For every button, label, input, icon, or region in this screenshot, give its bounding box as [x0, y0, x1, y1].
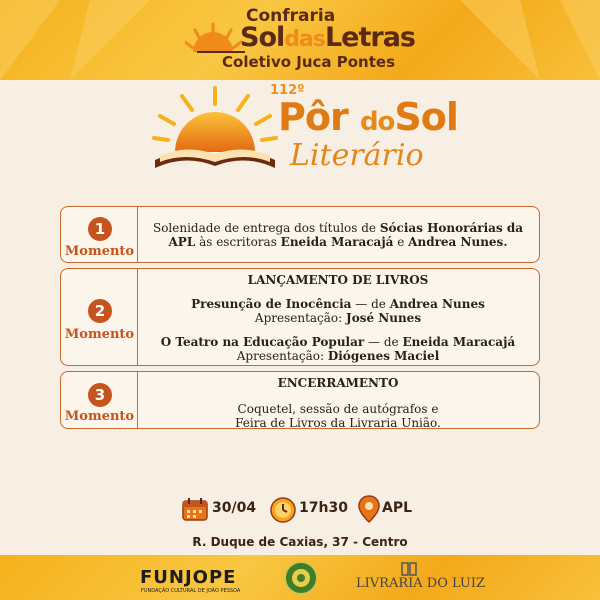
momento-1-line-1 [141, 221, 535, 235]
momento-3-card [60, 371, 540, 429]
event-title [278, 95, 458, 139]
momento-3-title: ENCERRAMENTO [277, 376, 399, 390]
footer-livraria-logo: LIVRARIA DO LUIZ [356, 576, 486, 591]
header-coletivo: Coletivo Juca Pontes [222, 53, 395, 71]
footer-seal-icon [284, 561, 318, 595]
momento-2-number: 2 [88, 299, 112, 323]
momento-2-card [60, 268, 540, 366]
momento-3-label-column [61, 372, 138, 428]
book-2-presenter-label: Apresentação: [236, 349, 328, 363]
event-date: 30/04 [212, 500, 257, 516]
momento-1-text-a: Solenidade de entrega dos títulos de [152, 221, 380, 235]
momento-1-content [141, 221, 535, 262]
calendar-icon [182, 497, 208, 521]
footer-funjope-subtitle: FUNDAÇÃO CULTURAL DE JOÃO PESSOA [141, 588, 241, 594]
book-2-title: O Teatro na Educação Popular [160, 335, 365, 349]
momento-3-line-2: Feira de Livros da Livraria União. [235, 416, 441, 430]
book-1-author: Andrea Nunes [389, 297, 485, 311]
momento-3-label: Momento [64, 409, 135, 424]
event-address: R. Duque de Caxias, 37 - Centro [192, 535, 408, 549]
book-1-title: Presunção de Inocência [191, 297, 352, 311]
footer-livraria-icon [400, 561, 418, 577]
book-2-presenter: Diógenes Maciel [327, 349, 440, 363]
momento-2-book-1 [141, 297, 535, 311]
momento-1-text-e: Eneida Maracajá [280, 235, 394, 249]
header-das: das [284, 27, 325, 52]
event-place: APL [382, 500, 413, 516]
momento-3-line-1: Coquetel, sessão de autógrafos e [237, 402, 439, 416]
momento-1-label-column [61, 207, 138, 262]
momento-1-text-b: Sócias Honorárias da [379, 221, 524, 235]
momento-2-label-column [61, 269, 138, 365]
event-title-por: Pôr [278, 95, 348, 139]
footer-funjope-logo: FUNJOPE [140, 567, 237, 588]
event-subtitle: Literário [290, 138, 424, 173]
momento-3-content [141, 372, 535, 428]
momento-2-title: LANÇAMENTO DE LIVROS [247, 273, 429, 287]
book-1-presenter-label: Apresentação: [254, 311, 347, 325]
momento-1-text-g: Andrea Nunes. [408, 235, 508, 249]
event-edition: 112º [270, 83, 305, 98]
momento-2-content [141, 269, 535, 365]
event-title-sol: Sol [394, 95, 458, 139]
momento-3-number: 3 [88, 383, 112, 407]
book-1-presenter: José Nunes [346, 311, 422, 325]
header-sol: Sol [240, 22, 285, 53]
book-1-sep: — de [351, 297, 390, 311]
momento-1-text-c: APL [168, 235, 196, 249]
momento-1-text-d: às escritoras [195, 235, 281, 249]
header-confraria: Confraria [246, 6, 336, 26]
book-2-author: Eneida Maracajá [402, 335, 516, 349]
event-title-do: do [359, 107, 395, 137]
momento-2-book-1-presenter [141, 311, 535, 325]
location-pin-icon [358, 495, 380, 523]
book-2-sep: — de [364, 335, 403, 349]
clock-icon [270, 497, 296, 523]
momento-1-line-2 [141, 235, 535, 249]
momento-1-card [60, 206, 540, 263]
event-time: 17h30 [299, 500, 348, 516]
momento-1-text-f: e [393, 235, 409, 249]
momento-1-label: Momento [64, 244, 135, 259]
header-sol-das-letras [240, 22, 415, 53]
momento-1-number: 1 [88, 217, 112, 241]
momento-2-label: Momento [64, 327, 135, 342]
momento-2-book-2 [141, 335, 535, 349]
momento-2-book-2-presenter [141, 349, 535, 363]
header-letras: Letras [324, 22, 415, 53]
